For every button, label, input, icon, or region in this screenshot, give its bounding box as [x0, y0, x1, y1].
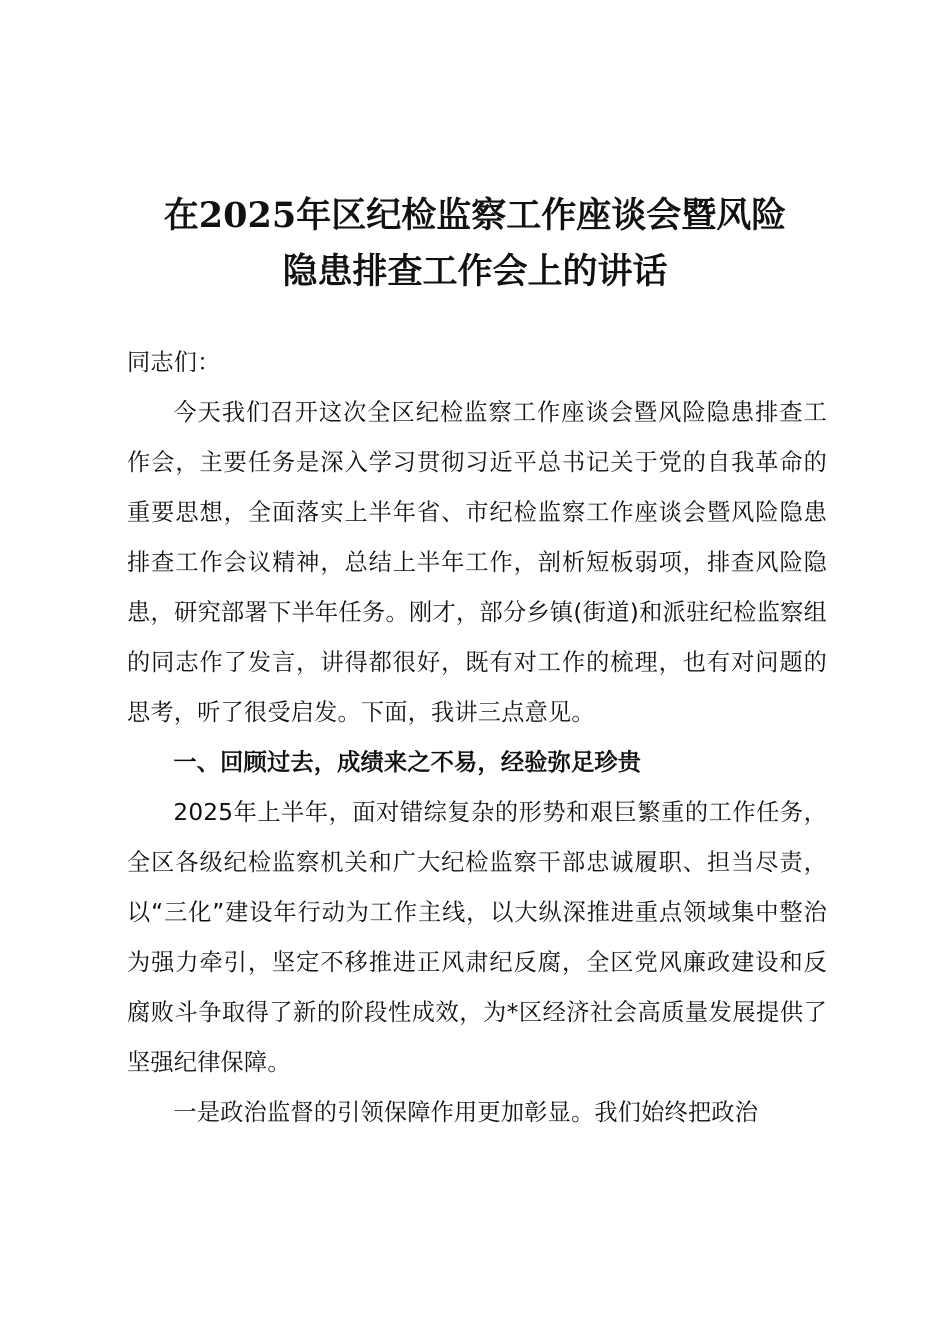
section-1-paragraph-1: 2025年上半年，面对错综复杂的形势和艰巨繁重的工作任务，全区各级纪检监察机关和广大纪检监察干部忠诚履职、担当尽责，以“三化”建设年行动为工作主线，以大纵深推进重点领域集中整治为强力牵引，坚定不移推进正风肃纪反腐，全区党风廉政建设和反腐败斗争取得了新的阶段性成效，为*区经济社会高质量发展提供了坚强纪律保障。 — [127, 799, 827, 1076]
intro-paragraph: 今天我们召开这次全区纪检监察工作座谈会暨风险隐患排查工作会，主要任务是深入学习贯彻习近平总书记关于党的自我革命的重要思想，全面落实上半年省、市纪检监察工作座谈会暨风险隐患排查工作会议精神，总结上半年工作，剖析短板弱项，排查风险隐患，研究部署下半年任务。刚才，部分乡镇(街道)和派驻纪检监察组的同志作了发言，讲得都很好，既有对工作的梳理，也有对问题的思考，听了很受启发。下面，我讲三点意见。 — [127, 399, 827, 726]
section-1-paragraph-2: 一是政治监督的引领保障作用更加彰显。我们始终把政治 — [173, 1099, 759, 1126]
title-line-2: 隐患排查工作会上的讲话 — [282, 251, 668, 292]
document-body — [127, 338, 827, 1138]
section-heading-1: 一、回顾过去，成绩来之不易，经验弥足珍贵 — [173, 749, 642, 776]
salutation: 同志们： — [127, 349, 221, 376]
title-line-1: 在2025年区纪检监察工作座谈会暨风险 — [163, 195, 787, 236]
page-title — [100, 188, 850, 300]
